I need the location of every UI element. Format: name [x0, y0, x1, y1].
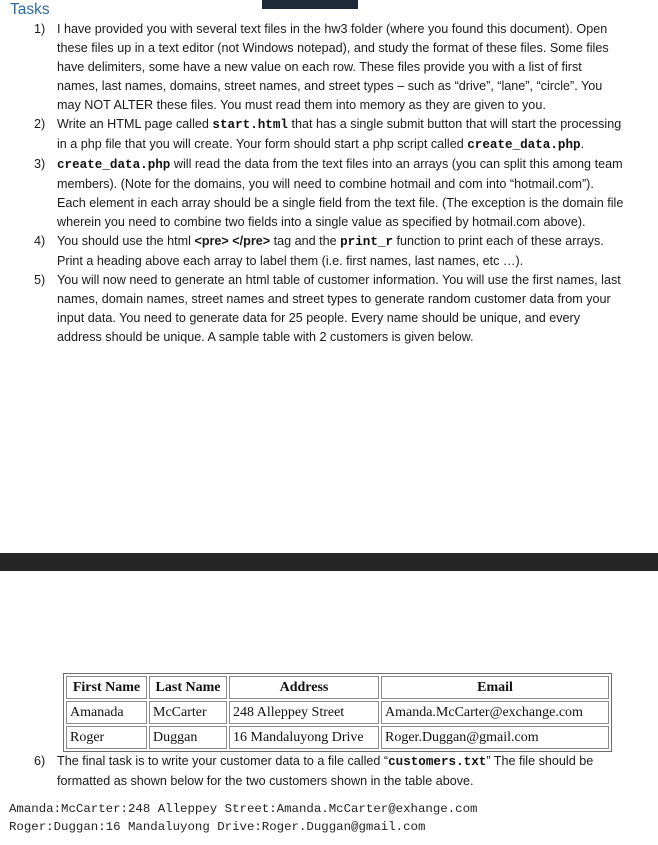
task-number: 6): [34, 754, 46, 768]
task-text: Write an HTML page called: [57, 117, 213, 131]
task-text: function to print each of these arrays. Print a heading above each array to label them (i.e. first names, last names, etc …).: [57, 234, 604, 268]
task-item-5: [0, 271, 658, 347]
section-divider-band: [0, 553, 658, 571]
file-line: Amanda:McCarter:248 Alleppey Street:Amanda.McCarter@exhange.com: [9, 802, 478, 816]
page-heading: Tasks: [10, 1, 50, 18]
task-text: tag and the: [270, 234, 341, 248]
column-header: First Name: [66, 676, 147, 699]
customer-table: [63, 673, 612, 752]
column-header: Email: [381, 676, 609, 699]
table-cell: Roger: [66, 726, 147, 749]
table-row: [66, 701, 609, 724]
code-function: print_r: [340, 235, 394, 249]
task-number: 2): [34, 117, 46, 131]
task-number: 4): [34, 234, 46, 248]
table-header-row: [66, 676, 609, 699]
code-filename: create_data.php: [57, 158, 171, 172]
task-text: .: [580, 137, 585, 151]
task-text: ” The file should be formatted as shown below for the two customers shown in the table above.: [57, 754, 594, 788]
file-output-sample: [9, 800, 477, 836]
task-item-3: [0, 155, 658, 232]
file-line: Roger:Duggan:16 Mandaluyong Drive:Roger.Duggan@gmail.com: [9, 820, 426, 834]
task-text: will read the data from the text files into an arrays (you can split this among team members). (Note for the domains, you will need to combine hotmail and com into “hotmail.com”). Each element in each array should be a single field from the text file. (The exception is the domain file wherein you need to combine two fields into a single value as specified by hotmail.com above).: [57, 157, 624, 229]
task-number: 1): [34, 22, 46, 36]
code-filename: create_data.php: [467, 138, 581, 152]
task-text: You should use the html: [57, 234, 195, 248]
table-row: [66, 726, 609, 749]
code-filename: start.html: [212, 118, 288, 132]
column-header: Last Name: [149, 676, 227, 699]
task-text: I have provided you with several text files in the hw3 folder (where you found this document). Open these files up in a text editor (not Windows notepad), and study the format of these files. Some files have delimiters, some have a new value on each row. These files provide you with a list of first names, last names, domains, street names, and street types – such as “drive”, “lane”, “circle”. You may NOT ALTER these files. You must read them into memory as they are given to you.: [57, 22, 609, 112]
table-cell: Amanda.McCarter@exchange.com: [381, 701, 609, 724]
top-dark-bar: [262, 0, 358, 9]
task-6-body: [0, 752, 658, 791]
table-cell: 248 Alleppey Street: [229, 701, 379, 724]
table-cell: Roger.Duggan@gmail.com: [381, 726, 609, 749]
task-text: The final task is to write your customer data to a file called “: [57, 754, 389, 768]
code-filename: customers.txt: [388, 755, 487, 769]
task-text: You will now need to generate an html table of customer information. You will use the first names, last names, domain names, street names and street types to generate random customer data from your input data. You need to generate data for 25 people. Every name should be unique, and every address should be unique. A sample table with 2 customers is given below.: [57, 273, 621, 344]
task-item-4: [0, 232, 658, 271]
html-tag: <pre> </pre>: [194, 234, 271, 248]
task-text: that has a single submit button that will start the processing in a php file that you will create. Your form should start a php script called: [57, 117, 622, 151]
table-cell: Amanada: [66, 701, 147, 724]
task-list: [0, 20, 658, 347]
task-number: 3): [34, 157, 46, 171]
column-header: Address: [229, 676, 379, 699]
task-item-1: [0, 20, 658, 115]
table-cell: Duggan: [149, 726, 227, 749]
task-item-2: [0, 115, 658, 155]
task-number: 5): [34, 273, 46, 287]
table-cell: 16 Mandaluyong Drive: [229, 726, 379, 749]
task-item-6: [0, 752, 658, 791]
table-cell: McCarter: [149, 701, 227, 724]
